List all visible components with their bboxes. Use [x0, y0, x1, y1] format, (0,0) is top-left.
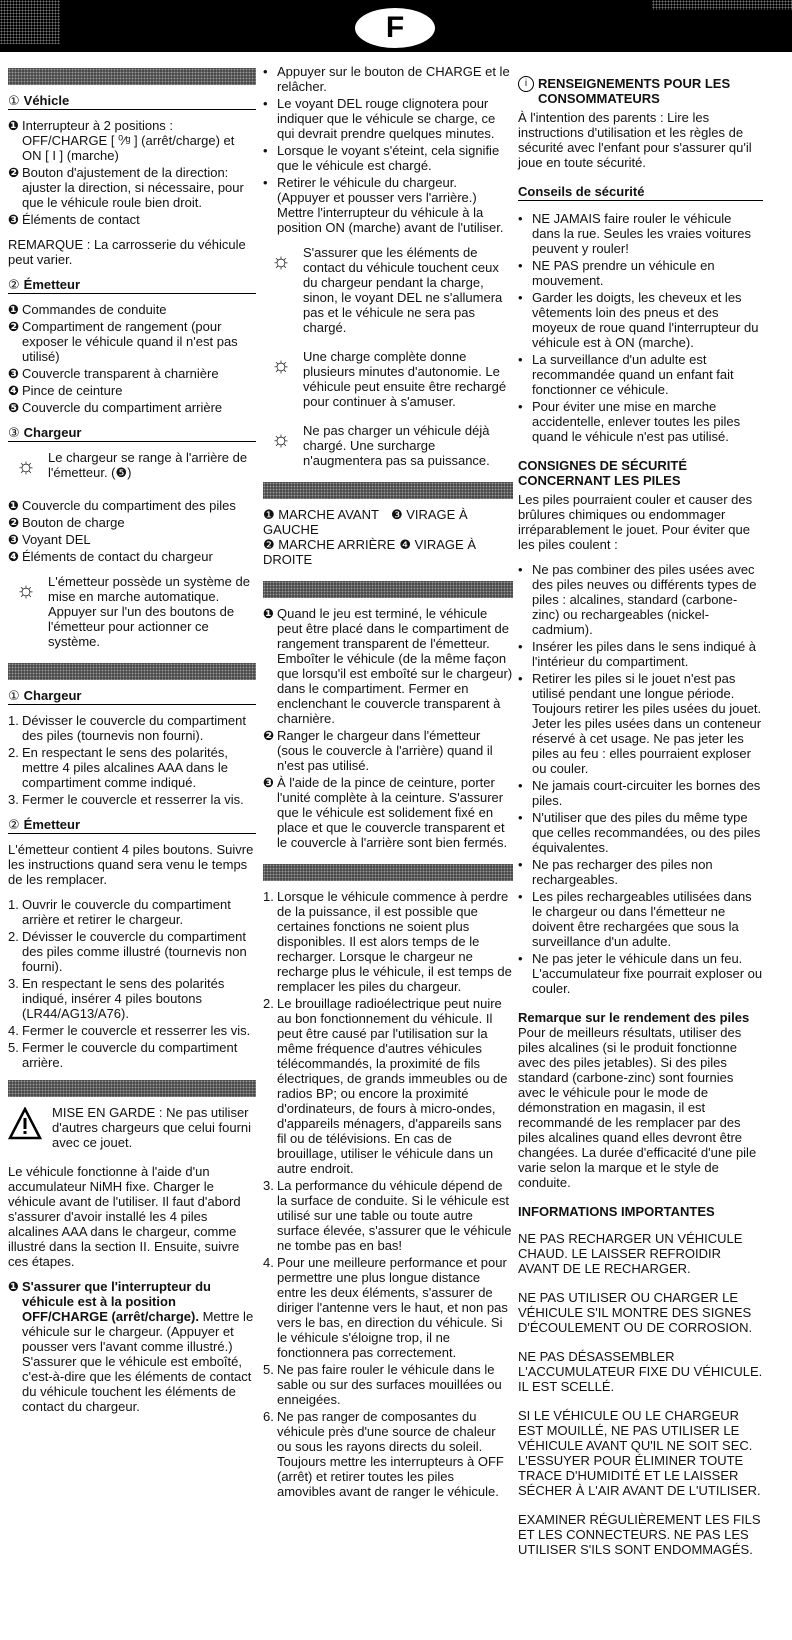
- charge-intro: Le véhicule fonctionne à l'aide d'un accumulateur NiMH fixe. Charger le véhicule avant de l'utiliser. Il faut d'abord s'assurer d'avoir installé les 4 piles alcalines AAA dans le chargeur, comme illustré dans la section II. Ensuite, suivre ces étapes.: [8, 1164, 241, 1269]
- important-item: NE PAS UTILISER OU CHARGER LE VÉHICULE S'IL MONTRE DES SIGNES D'ÉCOULEMENT OU DE CORROSION.: [518, 1290, 753, 1335]
- list-item: • Les piles rechargeables utilisées dans le chargeur ou dans l'émetteur ne doivent être rechargées que sous la surveillance d'un adulte.: [518, 889, 752, 949]
- important-item: NE PAS DÉSASSEMBLER L'ACCUMULATEUR FIXE DU VÉHICULE. IL EST SCELLÉ.: [518, 1349, 763, 1394]
- list-item: ❸ Éléments de contact: [8, 212, 140, 227]
- lightbulb-icon: ☼: [270, 352, 292, 377]
- top-banner: [0, 0, 792, 52]
- list-item: ❶ Commandes de conduite: [8, 302, 167, 317]
- list-item: • Garder les doigts, les cheveux et les vêtements loin des pneus et des moyeux de roue quand l'interrupteur du véhicule est à ON (marche).: [518, 290, 759, 350]
- tip-charger-storage: ☼ Le chargeur se range à l'arrière de l'émetteur. (❺): [8, 450, 256, 484]
- list-item: ❶ Couvercle du compartiment des piles: [8, 498, 236, 513]
- tip-full-charge: ☼ Une charge complète donne plusieurs minutes d'autonomie. Le véhicule peut ensuite être rechargé pour continuer à s'amuser.: [263, 349, 513, 409]
- list-item: • Ne pas jeter le véhicule dans un feu. L'accumulateur fixe pourrait exploser ou couler.: [518, 951, 763, 996]
- column-2: [263, 66, 513, 1509]
- list-item: ❷ Bouton de charge: [8, 515, 125, 530]
- section-band-contents: [8, 68, 256, 85]
- consumer-info-text: À l'intention des parents : Lire les instructions d'utilisation et les règles de sécurité avec l'enfant pour s'assurer qu'il joue en toute sécurité.: [518, 110, 752, 170]
- consumer-info-heading: i RENSEIGNEMENTS POUR LES CONSOMMATEURS: [518, 76, 763, 106]
- subheading-vehicle: ① Véhicle: [8, 93, 256, 110]
- warning-icon: [8, 1107, 42, 1141]
- list-item: • La surveillance d'un adulte est recommandée quand un enfant fait fonctionner ce véhicule.: [518, 352, 734, 397]
- list-item: 1. Ouvrir le couvercle du compartiment arrière et retirer le chargeur.: [8, 897, 231, 927]
- list-item: ❹ Éléments de contact du chargeur: [8, 549, 213, 564]
- list-item: • Ne jamais court-circuiter les bornes des piles.: [518, 778, 761, 808]
- list-item: 2. En respectant le sens des polarités, mettre 4 piles alcalines AAA dans le compartiment comme indiqué.: [8, 745, 228, 790]
- list-item: ❸ Voyant DEL: [8, 532, 91, 547]
- list-item: 3. Fermer le couvercle et resserrer la vis.: [8, 792, 244, 807]
- list-item: • Lorsque le voyant s'éteint, cela signifie que le véhicule est chargé.: [263, 143, 500, 173]
- list-item: • NE JAMAIS faire rouler le véhicule dans la rue. Seules les vraies voitures peuvent y rouler!: [518, 211, 751, 256]
- list-item: • Ne pas combiner des piles usées avec des piles neuves ou différents types de piles : alcalines, standard (carbone-zinc) ou rechargeables (nickel-cadmium).: [518, 562, 757, 637]
- section-band-charging: [8, 1080, 256, 1097]
- banner-texture-right: [652, 0, 792, 10]
- lightbulb-icon: ☼: [15, 577, 37, 602]
- list-item: ❷ Compartiment de rangement (pour exposer le véhicule quand il n'est pas utilisé): [8, 319, 238, 364]
- safety-list: [518, 211, 763, 444]
- battery-performance-text: Pour de meilleurs résultats, utiliser des piles alcalines (si le produit fonctionne avec des piles jetables). Si des piles standard (carbone-zinc) sont fournies avec le véhicule pour le mode de démonstration en magasin, il est recommandé de les remplacer par des piles alcalines quand elles devront être changées. La durée d'efficacité d'une pile varie selon la marque et le style de conduite.: [518, 1025, 757, 1190]
- subheading-charger: ③ Chargeur: [8, 425, 256, 442]
- column-3: [518, 66, 763, 1567]
- tip-contact: ☼ S'assurer que les éléments de contact du véhicule touchent ceux du chargeur pendant la charge, sinon, le voyant DEL ne s'allumera pas et le véhicule ne sera pas chargé.: [263, 245, 513, 335]
- list-item: • Ne pas recharger des piles non rechargeables.: [518, 857, 713, 887]
- vehicle-remark: REMARQUE : La carrosserie du véhicule peut varier.: [8, 237, 246, 267]
- install-emitter-steps: [8, 897, 256, 1070]
- lightbulb-icon: ☼: [270, 248, 292, 273]
- list-item: 3. La performance du véhicule dépend de la surface de conduite. Si le véhicule est utilisé sur une table ou toute autre surface élevée, s'assurer que le véhicule ne tombe pas en bas!: [263, 1178, 512, 1253]
- battery-performance-heading: Remarque sur le rendement des piles: [518, 1010, 750, 1025]
- charger-parts-list: [8, 498, 256, 564]
- subheading-install-charger: ① Chargeur: [8, 688, 256, 705]
- list-item: ❷ Bouton d'ajustement de la direction: ajuster la direction, si nécessaire, pour que le véhicule roule bien droit.: [8, 165, 244, 210]
- list-item: ❸ Couvercle transparent à charnière: [8, 366, 219, 381]
- install-charger-steps: [8, 713, 256, 807]
- list-item: • N'utiliser que des piles du même type que celles recommandées, ou des piles équivalentes.: [518, 810, 761, 855]
- list-item: • Appuyer sur le bouton de CHARGE et le relâcher.: [263, 64, 510, 94]
- emitter-parts-list: [8, 302, 256, 415]
- battery-safety-heading: CONSIGNES DE SÉCURITÉ CONCERNANT LES PILES: [518, 458, 688, 488]
- list-item: • Le voyant DEL rouge clignotera pour indiquer que le véhicule se charge, ce qui devrait prendre quelques minutes.: [263, 96, 496, 141]
- list-item: • NE PAS prendre un véhicule en mouvement.: [518, 258, 715, 288]
- subheading-emitter: ② Émetteur: [8, 277, 256, 294]
- list-item: 1. Lorsque le véhicule commence à perdre de la puissance, il est possible que certaines fonctions ne soient plus disponibles. Il est alors temps de le recharger. Lorsque le chargeur ne recharge plus le véhicule, il est temps de remplacer les piles du chargeur.: [263, 889, 512, 994]
- warning-block: MISE EN GARDE : Ne pas utiliser d'autres chargeurs que celui fourni avec ce jouet.: [8, 1105, 256, 1150]
- drive-row: ❶ MARCHE AVANT ❸ VIRAGE À GAUCHE: [263, 507, 468, 537]
- safety-heading: Conseils de sécurité: [518, 184, 763, 201]
- info-icon: i: [518, 76, 534, 92]
- troubleshooting-list: [263, 889, 513, 1499]
- list-item: • Retirer le véhicule du chargeur. (Appuyer et pousser vers l'arrière.) Mettre l'interrupteur du véhicule à la position ON (marche) avant de l'utiliser.: [263, 175, 504, 235]
- install-emitter-intro: L'émetteur contient 4 piles boutons. Suivre les instructions quand sera venu le temps de les remplacer.: [8, 842, 254, 887]
- list-item: • Retirer les piles si le jouet n'est pas utilisé pendant une longue période. Toujours retirer les piles usées du jouet. Jeter les piles usées dans un conteneur réservé à cet usage. Ne pas jeter les piles au feu : elles pourraient exploser ou couler.: [518, 671, 762, 776]
- list-item: 4. Pour une meilleure performance et pour permettre une plus longue distance entre les deux éléments, s'assurer de diriger l'antenne vers le haut, et non pas vers le bas, en direction du véhicule. Si le véhicule s'éloigne trop, il ne fonctionnera pas correctement.: [263, 1255, 508, 1360]
- list-item: ❸ À l'aide de la pince de ceinture, porter l'unité complète à la ceinture. S'assurer que le véhicule est solidement fixé en place et que le couvercle transparent et le couvercle à l'arrière sont bien fermés.: [263, 775, 508, 850]
- column-1: [8, 66, 256, 1424]
- drive-controls: [263, 507, 513, 567]
- important-item: EXAMINER RÉGULIÈREMENT LES FILS ET LES CONNECTEURS. NE PAS LES UTILISER S'ILS SONT ENDOMMAGÉS.: [518, 1512, 761, 1557]
- list-item: ❶ Interrupteur à 2 positions : OFF/CHARGE [ ⁰⁄ᵍ ] (arrêt/charge) et ON [ I ] (marche): [8, 118, 235, 163]
- lightbulb-icon: ☼: [270, 426, 292, 451]
- battery-safety-intro: Les piles pourraient couler et causer des brûlures chimiques ou endommager irréparablement le jouet. Pour éviter que les piles coulent :: [518, 492, 753, 552]
- list-item: ❶ S'assurer que l'interrupteur du véhicule est à la position OFF/CHARGE (arrêt/charge). Mettre le véhicule sur le chargeur. (Appuyer et pousser vers l'avant comme illustré.) S'assurer que le véhicule est emboîté, c'est-à-dire que les éléments de contact du véhicule touchent les éléments de contact du chargeur.: [8, 1279, 254, 1414]
- section-band-controls: [263, 482, 513, 499]
- subheading-install-emitter: ② Émetteur: [8, 817, 256, 834]
- list-item: 5. Ne pas faire rouler le véhicule dans le sable ou sur des surfaces mouillées ou enneigées.: [263, 1362, 502, 1407]
- section-band-storage: [263, 581, 513, 598]
- list-item: 5. Fermer le couvercle du compartiment arrière.: [8, 1040, 238, 1070]
- list-item: ❺ Couvercle du compartiment arrière: [8, 400, 223, 415]
- section-band-battery-install: [8, 663, 256, 680]
- list-item: 3. En respectant le sens des polarités indiqué, insérer 4 piles boutons (LR44/AG13/A76).: [8, 976, 225, 1021]
- list-item: 1. Dévisser le couvercle du compartiment des piles (tournevis non fourni).: [8, 713, 246, 743]
- important-item: SI LE VÉHICULE OU LE CHARGEUR EST MOUILLÉ, NE PAS UTILISER LE VÉHICULE AVANT QU'IL NE SOIT SEC. L'ESSUYER POUR ÉLIMINER TOUTE TRACE D'HUMIDITÉ ET LE LAISSER SÉCHER À L'AIR AVANT DE L'UTILISER.: [518, 1408, 761, 1498]
- list-item: ❹ Pince de ceinture: [8, 383, 123, 398]
- lightbulb-icon: ☼: [15, 453, 37, 478]
- charge-bullets: [263, 64, 513, 235]
- list-item: • Pour éviter une mise en marche accidentelle, enlever toutes les piles quand le véhicule n'est pas utilisé.: [518, 399, 741, 444]
- tip-auto-power: ☼ L'émetteur possède un système de mise en marche automatique. Appuyer sur l'un des boutons de l'émetteur pour actionner ce système.: [8, 574, 256, 649]
- important-item: NE PAS RECHARGER UN VÉHICULE CHAUD. LE LAISSER REFROIDIR AVANT DE LE RECHARGER.: [518, 1231, 743, 1276]
- vehicle-parts-list: [8, 118, 256, 227]
- list-item: 4. Fermer le couvercle et resserrer les vis.: [8, 1023, 251, 1038]
- drive-row: ❷ MARCHE ARRIÈRE ❹ VIRAGE À DROITE: [263, 537, 477, 567]
- list-item: ❷ Ranger le chargeur dans l'émetteur (sous le couvercle à l'arrière) quand il n'est pas utilisé.: [263, 728, 493, 773]
- list-item: 6. Ne pas ranger de composantes du véhicule près d'une source de chaleur ou sous les rayons directs du soleil. Toujours mettre les interrupteurs à OFF (arrêt) et retirer toutes les piles amovibles avant de ranger le véhicule.: [263, 1409, 504, 1499]
- list-item: ❶ Quand le jeu est terminé, le véhicule peut être placé dans le compartiment de rangement transparent de l'émetteur. Emboîter le véhicule (de la même façon que lorsqu'il est emboîté sur le chargeur) dans le compartiment. Fermer en enclenchant le couvercle transparent à charnière.: [263, 606, 513, 726]
- important-info-heading: INFORMATIONS IMPORTANTES: [518, 1204, 715, 1219]
- battery-safety-list: [518, 562, 763, 996]
- banner-texture-left: [0, 0, 60, 44]
- charge-steps: [8, 1279, 256, 1414]
- section-band-troubleshooting: [263, 864, 513, 881]
- tip-overcharge: ☼ Ne pas charger un véhicule déjà chargé. Une surcharge n'augmentera pas sa puissance.: [263, 423, 513, 468]
- list-item: 2. Le brouillage radioélectrique peut nuire au bon fonctionnement du véhicule. Il peut être causé par l'utilisation sur la même fréquence d'autres véhicules télécommandés, la proximité de fils électriques, de grands immeubles ou de radios BP; ou encore la proximité d'ordinateurs, de fours à micro-ondes, d'appareils ménagers, d'appareils sans fil ou de télévisions. En cas de brouillage, utiliser le véhicule dans un autre endroit.: [263, 996, 508, 1176]
- list-item: 2. Dévisser le couvercle du compartiment des piles comme illustré (tournevis non fourni).: [8, 929, 247, 974]
- language-badge: F: [355, 8, 435, 48]
- list-item: • Insérer les piles dans le sens indiqué à l'intérieur du compartiment.: [518, 639, 757, 669]
- storage-list: [263, 606, 513, 850]
